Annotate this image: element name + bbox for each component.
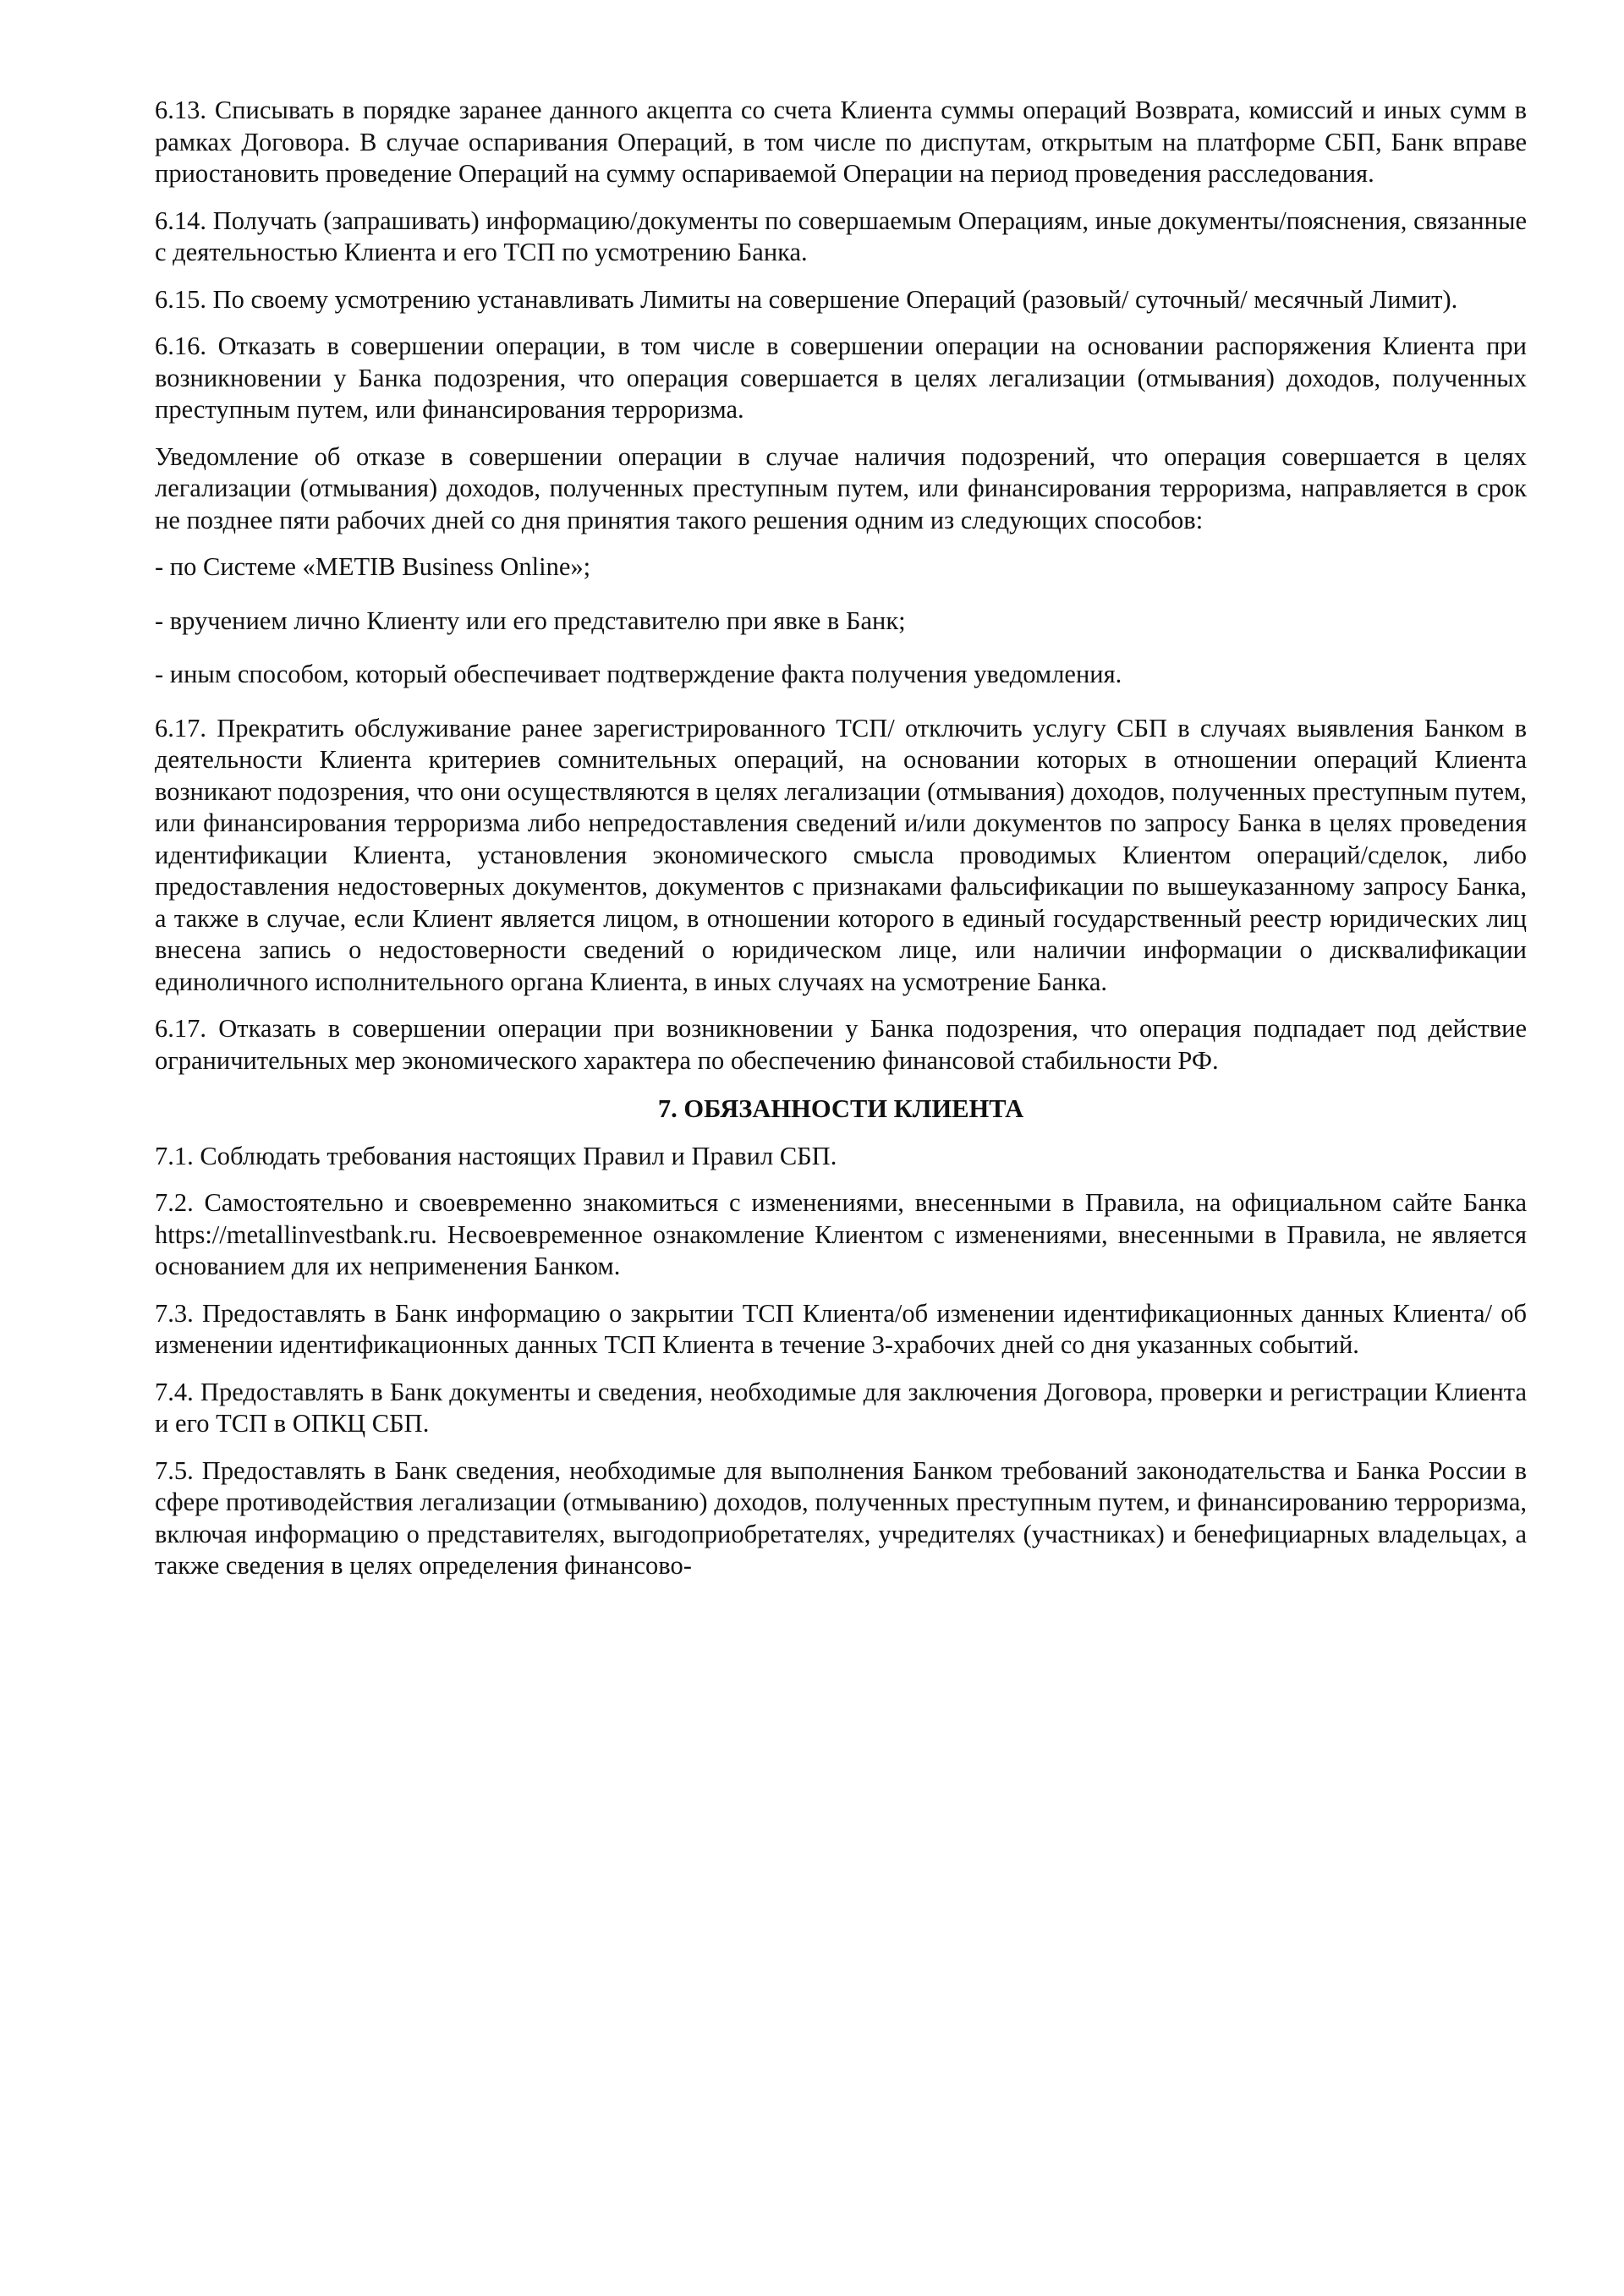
clause-6-13: 6.13. Списывать в порядке заранее данного акцепта со счета Клиента суммы операций Возврата, комиссий и иных сумм в рамках Договора. В случае оспаривания Операций, в том числе по диспутам, открытым на платформе СБП, Банк вправе приостановить проведение Операций на сумму оспариваемой Операции на период проведения расследования. bbox=[155, 96, 1527, 188]
clause-7-2: 7.2. Самостоятельно и своевременно знакомиться с изменениями, внесенными в Правила, на официальном сайте Банка https://metallinvestbank.ru. Несвоевременное ознакомление Клиентом с изменениями, внесенными в Правила, не является основанием для их неприменения Банком. bbox=[155, 1188, 1527, 1280]
clause-7-4: 7.4. Предоставлять в Банк документы и сведения, необходимые для заключения Договора, проверки и регистрации Клиента и его ТСП в ОПКЦ СБП. bbox=[155, 1377, 1527, 1438]
section-7-heading: 7. ОБЯЗАННОСТИ КЛИЕНТА bbox=[657, 1094, 1024, 1123]
clause-7-1: 7.1. Соблюдать требования настоящих Правил и Правил СБП. bbox=[155, 1141, 837, 1170]
clause-6-15: 6.15. По своему усмотрению устанавливать Лимиты на совершение Операций (разовый/ суточный/ месячный Лимит). bbox=[155, 284, 1458, 314]
notice-method-system: - по Системе «METIB Business Online»; bbox=[155, 552, 591, 581]
clause-7-3: 7.3. Предоставлять в Банк информацию о закрытии ТСП Клиента/об изменении идентификационных данных Клиента/ об изменении идентификационных данных ТСП Клиента в течение 3-храбочих дней со дня указанных событий. bbox=[155, 1298, 1527, 1359]
notice-method-other: - иным способом, который обеспечивает подтверждение факта получения уведомления. bbox=[155, 660, 1122, 688]
clause-6-14: 6.14. Получать (запрашивать) информацию/документы по совершаемым Операциям, иные документы/пояснения, связанные с деятельностью Клиента и его ТСП по усмотрению Банка. bbox=[155, 205, 1527, 266]
document-page bbox=[155, 95, 1527, 1597]
clause-6-16: 6.16. Отказать в совершении операции, в том числе в совершении операции на основании распоряжения Клиента при возникновении у Банка подозрения, что операция совершается в целях легализации (отмывания) доходов, полученных преступным путем, или финансирования терроризма. bbox=[155, 332, 1527, 424]
notice-method-in-person: - вручением лично Клиенту или его представителю при явке в Банк; bbox=[155, 606, 906, 635]
clause-6-17-terminate: 6.17. Прекратить обслуживание ранее зарегистрированного ТСП/ отключить услугу СБП в случаях выявления Банком в деятельности Клиента критериев сомнительных операций, на основании которых в отношении операций Клиента возникают подозрения, что они осуществляются в целях легализации (отмывания) доходов, полученных преступным путем, или финансирования терроризма либо непредоставления сведений и/или документов по запросу Банка в целях проведения идентификации Клиента, установления экономического смысла проводимых Клиентом операций/сделок, либо предоставления недостоверных документов, документов с признаками фальсификации по вышеуказанному запросу Банка, а также в случае, если Клиент является лицом, в отношении которого в единый государственный реестр юридических лиц внесена запись о недостоверности сведений о юридическом лице, или наличии информации о дисквалификации единоличного исполнительного органа Клиента, в иных случаях на усмотрение Банка. bbox=[155, 713, 1527, 996]
clause-6-16-notice: Уведомление об отказе в совершении операции в случае наличия подозрений, что операция совершается в целях легализации (отмывания) доходов, полученных преступным путем, или финансирования терроризма, направляется в срок не позднее пяти рабочих дней со дня принятия такого решения одним из следующих способов: bbox=[155, 441, 1527, 534]
clause-7-5: 7.5. Предоставлять в Банк сведения, необходимые для выполнения Банком требований законодательства и Банка России в сфере противодействия легализации (отмыванию) доходов, полученных преступным путем, и финансированию терроризма, включая информацию о представителях, выгодоприобретателях, учредителях (участниках) и бенефициарных владельцах, а также сведения в целях определения финансово- bbox=[155, 1455, 1527, 1580]
clause-6-17-refuse: 6.17. Отказать в совершении операции при возникновении у Банка подозрения, что операция подпадает под действие ограничительных мер экономического характера по обеспечению финансовой стабильности РФ. bbox=[155, 1014, 1527, 1075]
